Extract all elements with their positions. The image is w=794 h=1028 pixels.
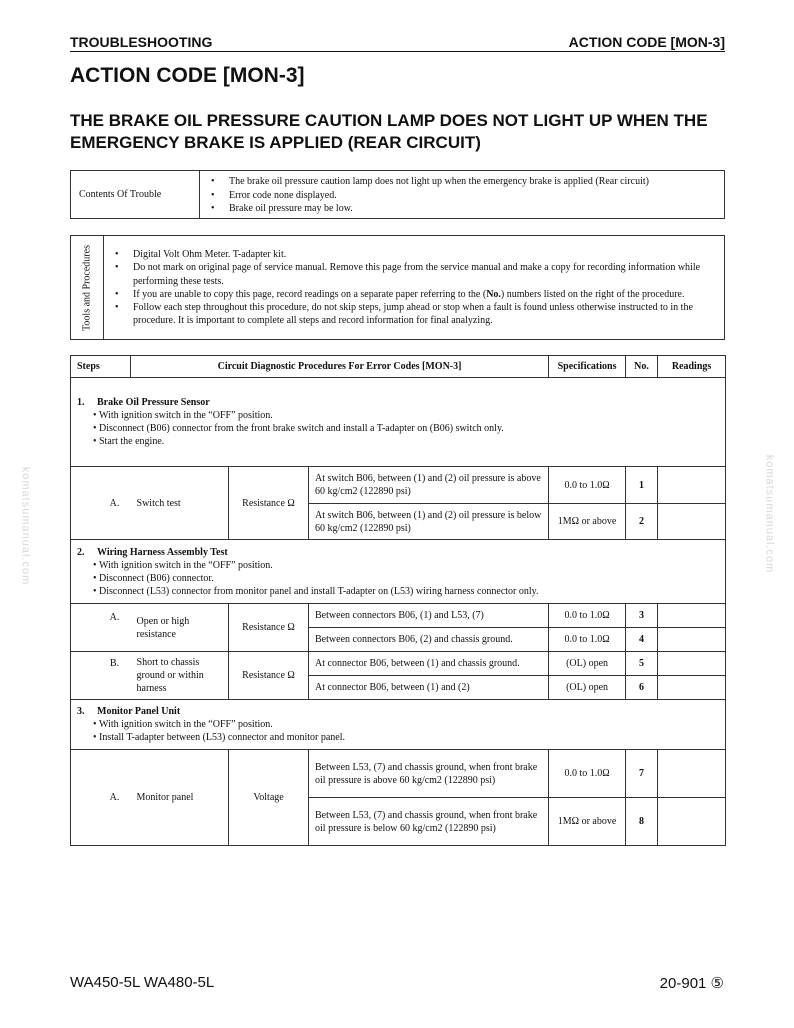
step-line: • With ignition switch in the “OFF” position. xyxy=(77,718,719,731)
page-title: ACTION CODE [MON-3] xyxy=(70,64,305,87)
test-name: Switch test xyxy=(131,467,229,540)
reading-number: 1 xyxy=(626,467,658,504)
tools-label-cell xyxy=(71,236,104,339)
specification: 1MΩ or above xyxy=(549,504,626,540)
tools-label: Tools and Procedures xyxy=(81,244,93,331)
header-steps: Steps xyxy=(71,356,131,378)
tools-item3-pre: If you are unable to copy this page, record readings on a separate paper referring to the ( xyxy=(133,288,487,300)
footer-page-number: 20-901 ⑤ xyxy=(659,975,724,992)
contents-label: Contents Of Trouble xyxy=(71,171,200,218)
specification: 0.0 to 1.0Ω xyxy=(549,750,626,798)
header-no: No. xyxy=(626,356,658,378)
header-specifications: Specifications xyxy=(549,356,626,378)
test-condition: Between connectors B06, (2) and chassis ground. xyxy=(309,628,549,652)
list-item: • Error code none displayed. xyxy=(207,189,649,203)
test-condition: Between connectors B06, (1) and L53, (7) xyxy=(309,604,549,628)
list-item: • Follow each step throughout this procedure, do not skip steps, jump ahead or stop when a fault is found unless otherwise instructed to in the procedure. It is important to complete all steps and record information for final analyzing. xyxy=(111,301,721,328)
test-letter: A. xyxy=(99,467,131,540)
measurement-type: Resistance Ω xyxy=(229,467,309,540)
header-section: TROUBLESHOOTING xyxy=(70,34,213,50)
page-subtitle: THE BRAKE OIL PRESSURE CAUTION LAMP DOES NOT LIGHT UP WHEN THE EMERGENCY BRAKE IS APPLIED (REAR CIRCUIT) xyxy=(70,111,708,152)
step-number: 1. xyxy=(77,397,85,408)
reading-cell[interactable] xyxy=(658,628,726,652)
step-2-header xyxy=(71,540,726,604)
test-condition: At connector B06, between (1) and chassis ground. xyxy=(309,652,549,676)
table-row xyxy=(71,467,726,504)
test-letter: B. xyxy=(99,652,131,700)
step-title: Brake Oil Pressure Sensor xyxy=(97,397,210,408)
reading-cell[interactable] xyxy=(658,652,726,676)
tools-item3-post: ) numbers listed on the right of the procedure. xyxy=(500,288,685,300)
reading-cell[interactable] xyxy=(658,676,726,700)
tools-and-procedures-box xyxy=(70,235,725,340)
reading-cell[interactable] xyxy=(658,504,726,540)
specification: (OL) open xyxy=(549,652,626,676)
test-condition: Between L53, (7) and chassis ground, when front brake oil pressure is below 60 kg/cm2 (122890 psi) xyxy=(309,798,549,846)
step-line: • Start the engine. xyxy=(77,435,719,448)
test-condition: At switch B06, between (1) and (2) oil pressure is below 60 kg/cm2 (122890 psi) xyxy=(309,504,549,540)
step-line: • With ignition switch in the “OFF” position. xyxy=(77,559,719,572)
header-procedures: Circuit Diagnostic Procedures For Error Codes [MON-3] xyxy=(131,356,549,378)
test-letter: A. xyxy=(99,750,131,846)
reading-number: 5 xyxy=(626,652,658,676)
reading-cell[interactable] xyxy=(658,604,726,628)
reading-number: 3 xyxy=(626,604,658,628)
table-row xyxy=(71,604,726,628)
step-line: • Disconnect (B06) connector. xyxy=(77,572,719,585)
reading-number: 2 xyxy=(626,504,658,540)
diagnostic-table xyxy=(70,355,726,846)
test-name: Monitor panel xyxy=(131,750,229,846)
specification: 0.0 to 1.0Ω xyxy=(549,628,626,652)
reading-cell[interactable] xyxy=(658,798,726,846)
step-line: • Install T-adapter between (L53) connector and monitor panel. xyxy=(77,731,719,744)
tools-item3-bold: No. xyxy=(486,288,501,300)
step-line: • Disconnect (L53) connector from monitor panel and install T-adapter on (L53) wiring harness connector only. xyxy=(77,585,719,598)
step-line: • Disconnect (B06) connector from the front brake switch and install a T-adapter on (B06) switch only. xyxy=(77,422,719,435)
reading-cell[interactable] xyxy=(658,750,726,798)
contents-list xyxy=(207,175,649,216)
test-name: Short to chassis ground or within harness xyxy=(131,652,229,700)
header-readings: Readings xyxy=(658,356,726,378)
list-item: • Digital Volt Ohm Meter. T-adapter kit. xyxy=(111,248,721,261)
step-3-header xyxy=(71,700,726,750)
step-line: • With ignition switch in the “OFF” position. xyxy=(77,409,719,422)
step-number: 3. xyxy=(77,706,85,717)
test-name: Open or high resistance xyxy=(131,604,229,652)
table-row xyxy=(71,750,726,798)
watermark-left: komatsumanual.com xyxy=(19,466,32,586)
watermark-right: komatsumanual.com xyxy=(763,454,776,574)
table-header-row xyxy=(71,356,726,378)
measurement-type: Voltage xyxy=(229,750,309,846)
header-code: ACTION CODE [MON-3] xyxy=(568,34,725,50)
measurement-type: Resistance Ω xyxy=(229,604,309,652)
list-item: • The brake oil pressure caution lamp does not light up when the emergency brake is applied (Rear circuit) xyxy=(207,175,649,189)
test-condition: At connector B06, between (1) and (2) xyxy=(309,676,549,700)
test-letter: A. xyxy=(99,604,131,652)
step-title: Monitor Panel Unit xyxy=(97,706,181,717)
list-item: • Do not mark on original page of service manual. Remove this page from the service manual and make a copy for recording information while performing these tests. xyxy=(111,261,721,288)
page-header xyxy=(70,34,725,52)
list-item xyxy=(111,288,721,301)
test-condition: At switch B06, between (1) and (2) oil pressure is above 60 kg/cm2 (122890 psi) xyxy=(309,467,549,504)
contents-of-trouble-box xyxy=(70,170,725,219)
reading-number: 7 xyxy=(626,750,658,798)
specification: 0.0 to 1.0Ω xyxy=(549,467,626,504)
list-item: • Brake oil pressure may be low. xyxy=(207,202,649,216)
specification: (OL) open xyxy=(549,676,626,700)
step-number: 2. xyxy=(77,546,85,558)
footer-models: WA450-5L WA480-5L xyxy=(70,974,215,991)
tools-list xyxy=(111,248,721,328)
step-title: Wiring Harness Assembly Test xyxy=(97,546,228,558)
reading-cell[interactable] xyxy=(658,467,726,504)
table-row xyxy=(71,652,726,676)
step-1-header xyxy=(71,378,726,467)
measurement-type: Resistance Ω xyxy=(229,652,309,700)
specification: 1MΩ or above xyxy=(549,798,626,846)
specification: 0.0 to 1.0Ω xyxy=(549,604,626,628)
reading-number: 4 xyxy=(626,628,658,652)
reading-number: 6 xyxy=(626,676,658,700)
test-condition: Between L53, (7) and chassis ground, when front brake oil pressure is above 60 kg/cm2 (122890 psi) xyxy=(309,750,549,798)
reading-number: 8 xyxy=(626,798,658,846)
